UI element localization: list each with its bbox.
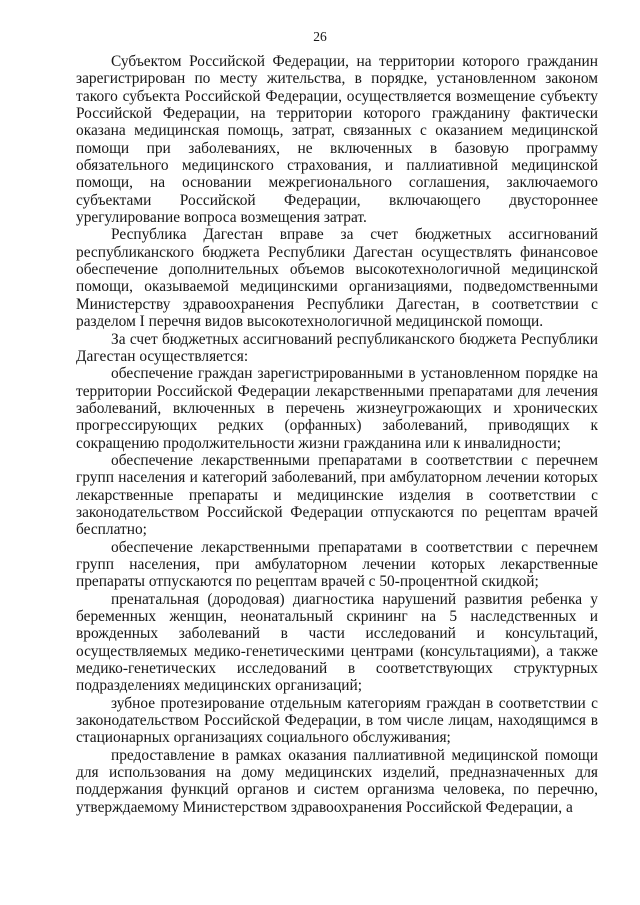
- paragraph-prenatal-diagnostics: пренатальная (дородовая) диагностика нарушений развития ребенка у беременных женщин, неонатальный скрининг на 5 наследственных и врожденных заболеваний в части исследований и консультаций, осуществляемых медико-генетическими центрами (консультациями), а также медико-генетических исследований в соответствующих структурных подразделениях медицинских организаций;: [76, 590, 598, 695]
- paragraph-budget-intro: За счет бюджетных ассигнований республиканского бюджета Республики Дагестан осуществляется:: [76, 330, 598, 365]
- paragraph-discount-prescriptions: обеспечение лекарственными препаратами в соответствии с перечнем групп населения, при амбулаторном лечении которых лекарственные препараты отпускаются по рецептам врачей с 50-процентной скидкой;: [76, 538, 598, 591]
- document-body: [76, 53, 598, 816]
- paragraph-palliative-devices: предоставление в рамках оказания паллиативной медицинской помощи для использования на дому медицинских изделий, предназначенных для поддержания функций органов и систем организма человека, по перечню, утверждаемому Министерством здравоохранения Российской Федерации, а: [76, 746, 598, 816]
- paragraph-free-prescriptions: обеспечение лекарственными препаратами в соответствии с перечнем групп населения и категорий заболеваний, при амбулаторном лечении которых лекарственные препараты и медицинские изделия в соответствии с законодательством Российской Федерации отпускаются по рецептам врачей бесплатно;: [76, 451, 598, 539]
- paragraph-reimbursement: Субъектом Российской Федерации, на территории которого гражданин зарегистрирован по месту жительства, в порядке, установленном законом такого субъекта Российской Федерации, осуществляется возмещение субъекту Российской Федерации, на территории которого гражданину фактически оказана медицинская помощь, затрат, связанных с оказанием медицинской помощи при заболеваниях, не включенных в базовую программу обязательного медицинского страхования, и паллиативной медицинской помощи, на основании межрегионального соглашения, заключаемого субъектами Российской Федерации, включающего двустороннее урегулирование вопроса возмещения затрат.: [76, 53, 598, 227]
- paragraph-dental-prosthetics: зубное протезирование отдельным категориям граждан в соответствии с законодательством Российской Федерации, в том числе лицам, находящимся в стационарных организациях социального обслуживания;: [76, 694, 598, 747]
- page-number: 26: [313, 29, 327, 44]
- paragraph-high-tech-care: Республика Дагестан вправе за счет бюджетных ассигнований республиканского бюджета Республики Дагестан осуществлять финансовое обеспечение дополнительных объемов высокотехнологичной медицинской помощи, оказываемой медицинскими организациями, подведомственными Министерству здравоохранения Республики Дагестан, в соответствии с разделом I перечня видов высокотехнологичной медицинской помощи.: [76, 226, 598, 331]
- paragraph-orphan-diseases: обеспечение граждан зарегистрированными в установленном порядке на территории Российской Федерации лекарственными препаратами для лечения заболеваний, включенных в перечень жизнеугрожающих и хронических прогрессирующих редких (орфанных) заболеваний, приводящих к сокращению продолжительности жизни гражданина или к инвалидности;: [76, 365, 598, 452]
